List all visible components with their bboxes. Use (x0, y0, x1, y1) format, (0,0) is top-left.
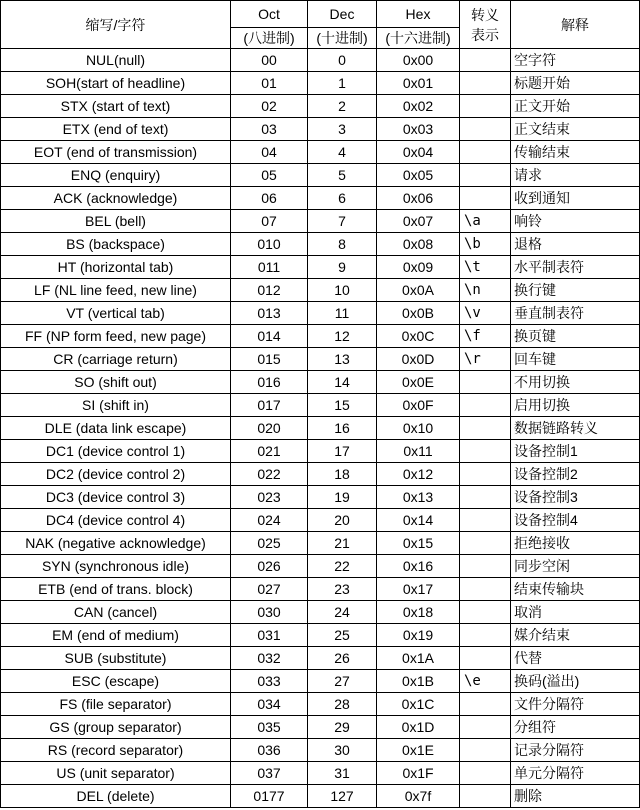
cell-oct: 026 (231, 555, 308, 578)
cell-oct: 010 (231, 233, 308, 256)
cell-name: LF (NL line feed, new line) (1, 279, 231, 302)
cell-dec: 1 (308, 72, 377, 95)
cell-hex: 0x06 (377, 187, 460, 210)
table-row (1, 95, 640, 118)
cell-hex: 0x1B (377, 670, 460, 693)
cell-description: 媒介结束 (511, 624, 640, 647)
cell-escape (460, 716, 511, 739)
cell-name: DC3 (device control 3) (1, 486, 231, 509)
cell-description: 设备控制2 (511, 463, 640, 486)
table-row (1, 49, 640, 72)
cell-oct: 025 (231, 532, 308, 555)
cell-name: BS (backspace) (1, 233, 231, 256)
cell-name: DC4 (device control 4) (1, 509, 231, 532)
cell-dec: 14 (308, 371, 377, 394)
cell-escape (460, 601, 511, 624)
cell-oct: 00 (231, 49, 308, 72)
cell-escape (460, 95, 511, 118)
cell-hex: 0x0A (377, 279, 460, 302)
table-row (1, 210, 640, 233)
cell-oct: 033 (231, 670, 308, 693)
cell-description: 回车键 (511, 348, 640, 371)
cell-hex: 0x02 (377, 95, 460, 118)
cell-escape (460, 739, 511, 762)
cell-dec: 29 (308, 716, 377, 739)
cell-escape: \n (460, 279, 511, 302)
cell-hex: 0x10 (377, 417, 460, 440)
cell-escape (460, 785, 511, 808)
cell-description: 数据链路转义 (511, 417, 640, 440)
cell-oct: 0177 (231, 785, 308, 808)
table-row (1, 72, 640, 95)
cell-description: 拒绝接收 (511, 532, 640, 555)
cell-oct: 017 (231, 394, 308, 417)
cell-dec: 4 (308, 141, 377, 164)
table-row (1, 348, 640, 371)
cell-escape (460, 578, 511, 601)
table-row (1, 394, 640, 417)
cell-oct: 01 (231, 72, 308, 95)
cell-name: DLE (data link escape) (1, 417, 231, 440)
cell-escape (460, 647, 511, 670)
cell-dec: 20 (308, 509, 377, 532)
cell-dec: 31 (308, 762, 377, 785)
cell-oct: 03 (231, 118, 308, 141)
cell-name: STX (start of text) (1, 95, 231, 118)
cell-name: SI (shift in) (1, 394, 231, 417)
cell-description: 删除 (511, 785, 640, 808)
cell-dec: 19 (308, 486, 377, 509)
cell-hex: 0x18 (377, 601, 460, 624)
cell-name: DEL (delete) (1, 785, 231, 808)
cell-escape (460, 509, 511, 532)
cell-oct: 015 (231, 348, 308, 371)
header-oct-sub: (八进制) (231, 28, 308, 49)
header-dec-sub: (十进制) (308, 28, 377, 49)
cell-hex: 0x04 (377, 141, 460, 164)
cell-description: 文件分隔符 (511, 693, 640, 716)
table-row (1, 670, 640, 693)
cell-escape (460, 49, 511, 72)
cell-oct: 014 (231, 325, 308, 348)
cell-description: 不用切换 (511, 371, 640, 394)
cell-escape (460, 72, 511, 95)
cell-escape (460, 463, 511, 486)
cell-description: 同步空闲 (511, 555, 640, 578)
header-name: 缩写/字符 (1, 1, 231, 49)
cell-hex: 0x0C (377, 325, 460, 348)
cell-escape: \r (460, 348, 511, 371)
cell-description: 设备控制3 (511, 486, 640, 509)
cell-escape (460, 624, 511, 647)
table-row (1, 279, 640, 302)
cell-escape (460, 187, 511, 210)
cell-hex: 0x1E (377, 739, 460, 762)
cell-dec: 23 (308, 578, 377, 601)
cell-dec: 25 (308, 624, 377, 647)
cell-name: FS (file separator) (1, 693, 231, 716)
cell-escape (460, 164, 511, 187)
table-row (1, 118, 640, 141)
cell-escape: \t (460, 256, 511, 279)
table-row (1, 141, 640, 164)
cell-dec: 8 (308, 233, 377, 256)
table-row (1, 371, 640, 394)
header-escape-line2: 表示 (471, 26, 499, 43)
cell-hex: 0x09 (377, 256, 460, 279)
cell-name: GS (group separator) (1, 716, 231, 739)
cell-name: US (unit separator) (1, 762, 231, 785)
cell-oct: 027 (231, 578, 308, 601)
cell-description: 换行键 (511, 279, 640, 302)
cell-dec: 11 (308, 302, 377, 325)
cell-hex: 0x1D (377, 716, 460, 739)
table-row (1, 739, 640, 762)
cell-dec: 9 (308, 256, 377, 279)
cell-dec: 127 (308, 785, 377, 808)
cell-name: ETB (end of trans. block) (1, 578, 231, 601)
cell-name: NUL(null) (1, 49, 231, 72)
cell-description: 取消 (511, 601, 640, 624)
cell-name: DC2 (device control 2) (1, 463, 231, 486)
cell-escape (460, 118, 511, 141)
cell-escape (460, 693, 511, 716)
table-row (1, 233, 640, 256)
cell-name: DC1 (device control 1) (1, 440, 231, 463)
cell-hex: 0x00 (377, 49, 460, 72)
cell-oct: 011 (231, 256, 308, 279)
cell-oct: 020 (231, 417, 308, 440)
cell-oct: 036 (231, 739, 308, 762)
cell-dec: 28 (308, 693, 377, 716)
cell-description: 代替 (511, 647, 640, 670)
table-row (1, 785, 640, 808)
cell-description: 收到通知 (511, 187, 640, 210)
cell-dec: 5 (308, 164, 377, 187)
cell-hex: 0x1C (377, 693, 460, 716)
cell-escape (460, 762, 511, 785)
cell-oct: 016 (231, 371, 308, 394)
cell-escape: \v (460, 302, 511, 325)
cell-dec: 27 (308, 670, 377, 693)
table-row (1, 555, 640, 578)
cell-escape (460, 417, 511, 440)
cell-name: HT (horizontal tab) (1, 256, 231, 279)
cell-hex: 0x01 (377, 72, 460, 95)
cell-description: 结束传输块 (511, 578, 640, 601)
cell-escape (460, 141, 511, 164)
table-row (1, 647, 640, 670)
cell-dec: 22 (308, 555, 377, 578)
cell-hex: 0x13 (377, 486, 460, 509)
cell-name: BEL (bell) (1, 210, 231, 233)
table-row (1, 601, 640, 624)
cell-dec: 15 (308, 394, 377, 417)
cell-hex: 0x17 (377, 578, 460, 601)
cell-dec: 26 (308, 647, 377, 670)
cell-description: 设备控制4 (511, 509, 640, 532)
cell-oct: 07 (231, 210, 308, 233)
table-row (1, 624, 640, 647)
cell-oct: 05 (231, 164, 308, 187)
cell-dec: 10 (308, 279, 377, 302)
cell-hex: 0x1F (377, 762, 460, 785)
header-dec: Dec (308, 1, 377, 28)
cell-oct: 02 (231, 95, 308, 118)
cell-oct: 031 (231, 624, 308, 647)
table-body (1, 49, 640, 808)
cell-dec: 24 (308, 601, 377, 624)
cell-hex: 0x0F (377, 394, 460, 417)
cell-name: EOT (end of transmission) (1, 141, 231, 164)
header-row (1, 1, 640, 28)
cell-hex: 0x08 (377, 233, 460, 256)
cell-name: VT (vertical tab) (1, 302, 231, 325)
cell-hex: 0x0D (377, 348, 460, 371)
cell-oct: 032 (231, 647, 308, 670)
header-description: 解释 (511, 1, 640, 49)
cell-oct: 037 (231, 762, 308, 785)
header-hex: Hex (377, 1, 460, 28)
cell-description: 记录分隔符 (511, 739, 640, 762)
cell-escape (460, 371, 511, 394)
cell-description: 垂直制表符 (511, 302, 640, 325)
cell-hex: 0x15 (377, 532, 460, 555)
cell-description: 传输结束 (511, 141, 640, 164)
cell-description: 退格 (511, 233, 640, 256)
cell-name: ACK (acknowledge) (1, 187, 231, 210)
cell-dec: 13 (308, 348, 377, 371)
cell-hex: 0x03 (377, 118, 460, 141)
cell-description: 换码(溢出) (511, 670, 640, 693)
cell-dec: 18 (308, 463, 377, 486)
cell-escape: \b (460, 233, 511, 256)
table-row (1, 440, 640, 463)
cell-dec: 3 (308, 118, 377, 141)
cell-name: ESC (escape) (1, 670, 231, 693)
cell-name: RS (record separator) (1, 739, 231, 762)
cell-oct: 023 (231, 486, 308, 509)
cell-hex: 0x16 (377, 555, 460, 578)
cell-oct: 04 (231, 141, 308, 164)
cell-name: ENQ (enquiry) (1, 164, 231, 187)
cell-name: FF (NP form feed, new page) (1, 325, 231, 348)
cell-escape (460, 440, 511, 463)
cell-oct: 012 (231, 279, 308, 302)
table-row (1, 578, 640, 601)
cell-name: EM (end of medium) (1, 624, 231, 647)
table-row (1, 716, 640, 739)
table-row (1, 762, 640, 785)
cell-dec: 16 (308, 417, 377, 440)
cell-name: ETX (end of text) (1, 118, 231, 141)
cell-dec: 30 (308, 739, 377, 762)
cell-dec: 21 (308, 532, 377, 555)
table-row (1, 302, 640, 325)
table-row (1, 164, 640, 187)
cell-dec: 6 (308, 187, 377, 210)
cell-description: 正文开始 (511, 95, 640, 118)
cell-description: 分组符 (511, 716, 640, 739)
cell-hex: 0x11 (377, 440, 460, 463)
header-escape (460, 1, 511, 49)
cell-description: 请求 (511, 164, 640, 187)
table-row (1, 509, 640, 532)
cell-hex: 0x1A (377, 647, 460, 670)
cell-oct: 024 (231, 509, 308, 532)
cell-oct: 022 (231, 463, 308, 486)
cell-hex: 0x19 (377, 624, 460, 647)
cell-name: CR (carriage return) (1, 348, 231, 371)
cell-hex: 0x0E (377, 371, 460, 394)
cell-dec: 2 (308, 95, 377, 118)
cell-description: 标题开始 (511, 72, 640, 95)
table-row (1, 693, 640, 716)
cell-description: 单元分隔符 (511, 762, 640, 785)
header-oct: Oct (231, 1, 308, 28)
cell-escape (460, 394, 511, 417)
cell-hex: 0x0B (377, 302, 460, 325)
cell-escape (460, 486, 511, 509)
cell-description: 正文结束 (511, 118, 640, 141)
cell-oct: 035 (231, 716, 308, 739)
cell-description: 设备控制1 (511, 440, 640, 463)
cell-name: SOH(start of headline) (1, 72, 231, 95)
cell-oct: 06 (231, 187, 308, 210)
header-escape-line1: 转义 (471, 6, 499, 23)
cell-name: SUB (substitute) (1, 647, 231, 670)
header-hex-sub: (十六进制) (377, 28, 460, 49)
table-row (1, 417, 640, 440)
table-row (1, 187, 640, 210)
table-row (1, 486, 640, 509)
cell-hex: 0x14 (377, 509, 460, 532)
cell-oct: 021 (231, 440, 308, 463)
table-row (1, 532, 640, 555)
cell-hex: 0x05 (377, 164, 460, 187)
cell-dec: 17 (308, 440, 377, 463)
cell-hex: 0x12 (377, 463, 460, 486)
cell-dec: 12 (308, 325, 377, 348)
cell-hex: 0x7f (377, 785, 460, 808)
cell-oct: 013 (231, 302, 308, 325)
table-row (1, 256, 640, 279)
table-row (1, 325, 640, 348)
cell-oct: 034 (231, 693, 308, 716)
cell-escape: \a (460, 210, 511, 233)
cell-description: 启用切换 (511, 394, 640, 417)
cell-name: NAK (negative acknowledge) (1, 532, 231, 555)
cell-dec: 7 (308, 210, 377, 233)
cell-escape: \f (460, 325, 511, 348)
cell-escape (460, 555, 511, 578)
table-row (1, 463, 640, 486)
cell-name: SO (shift out) (1, 371, 231, 394)
cell-description: 换页键 (511, 325, 640, 348)
cell-escape: \e (460, 670, 511, 693)
cell-description: 水平制表符 (511, 256, 640, 279)
cell-name: SYN (synchronous idle) (1, 555, 231, 578)
cell-dec: 0 (308, 49, 377, 72)
cell-escape (460, 532, 511, 555)
cell-oct: 030 (231, 601, 308, 624)
cell-name: CAN (cancel) (1, 601, 231, 624)
cell-hex: 0x07 (377, 210, 460, 233)
cell-description: 响铃 (511, 210, 640, 233)
cell-description: 空字符 (511, 49, 640, 72)
